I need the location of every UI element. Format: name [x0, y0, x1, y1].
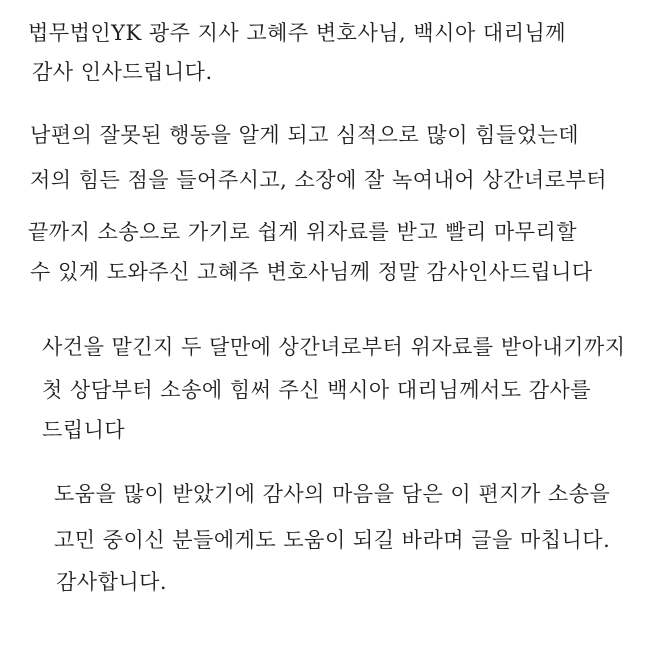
paragraph-1-line-2: 저의 힘든 점을 들어주시고, 소장에 잘 녹여내어 상간녀로부터	[30, 168, 608, 192]
paragraph-3-line-2: 고민 중이신 분들에게도 도움이 되길 바라며 글을 마칩니다.	[54, 528, 611, 552]
greeting-line-1: 법무법인YK 광주 지사 고혜주 변호사님, 백시아 대리님께	[28, 21, 567, 45]
paragraph-2-line-1: 사건을 맡긴지 두 달만에 상간녀로부터 위자료를 받아내기까지	[42, 335, 626, 359]
paragraph-3-line-1: 도움을 많이 받았기에 감사의 마음을 담은 이 편지가 소송을	[54, 482, 611, 506]
paragraph-1-line-4: 수 있게 도와주신 고혜주 변호사님께 정말 감사인사드립니다	[30, 260, 593, 284]
greeting-line-2: 감사 인사드립니다.	[32, 60, 213, 84]
paragraph-2-line-2: 첫 상담부터 소송에 힘써 주신 백시아 대리님께서도 감사를	[42, 378, 592, 402]
paragraph-1-line-1: 남편의 잘못된 행동을 알게 되고 심적으로 많이 힘들었는데	[30, 123, 580, 147]
paragraph-3-line-3: 감사합니다.	[56, 570, 168, 594]
paragraph-2-line-3: 드립니다	[42, 418, 126, 442]
paragraph-1-line-3: 끝까지 소송으로 가기로 쉽게 위자료를 받고 빨리 마무리할	[28, 220, 578, 244]
